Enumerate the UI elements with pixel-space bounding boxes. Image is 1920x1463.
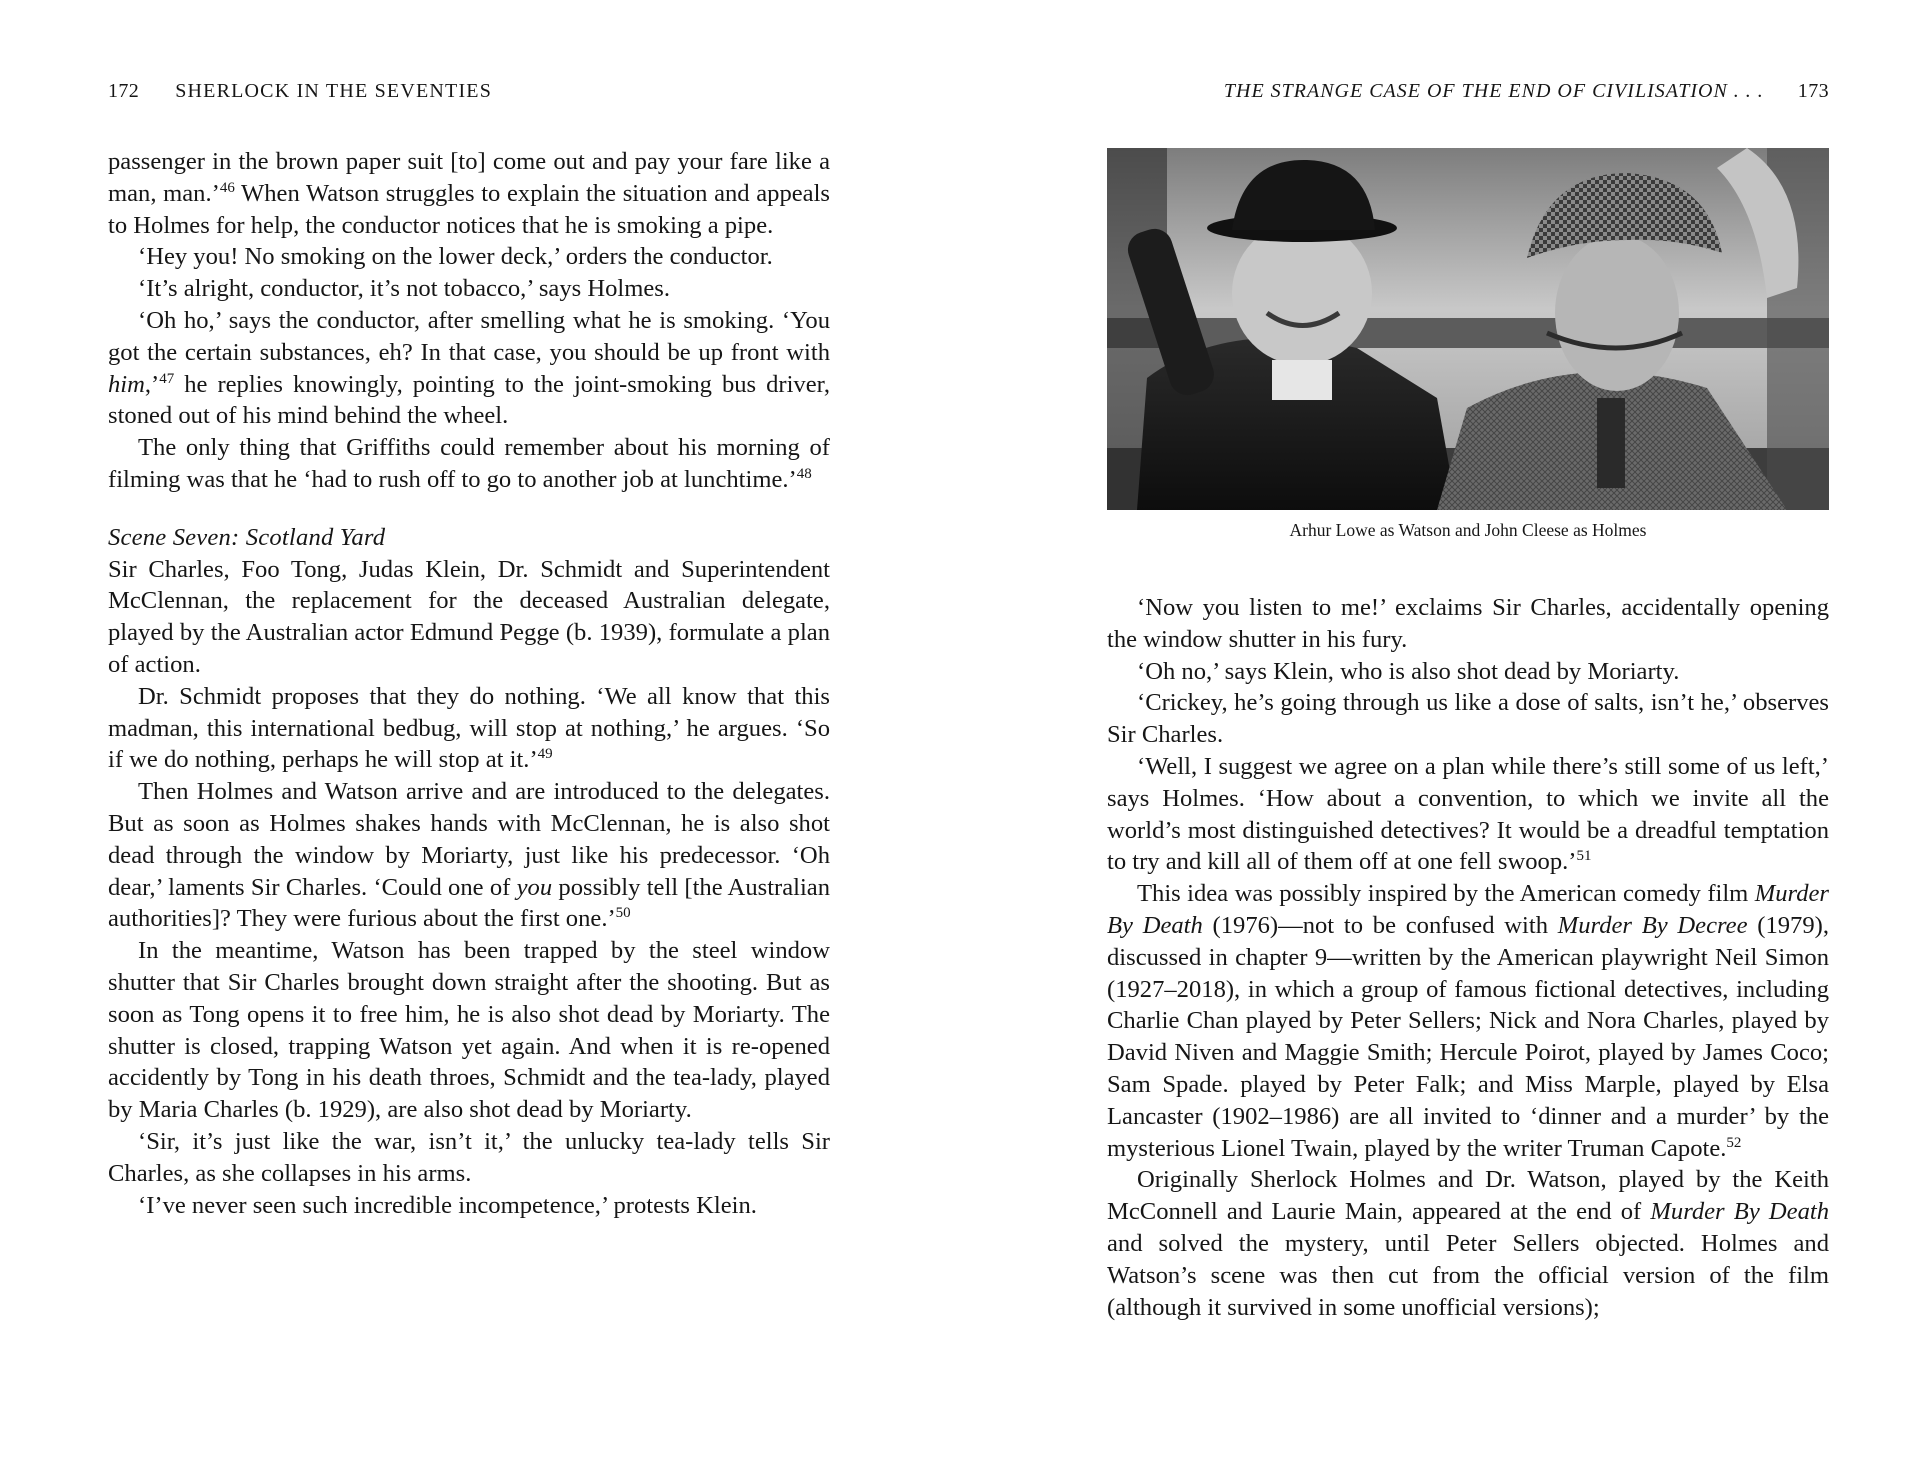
paragraph: ‘Oh ho,’ says the conductor, after smelling what he is smoking. ‘You got the certain substances, eh? In that case, you should be up front with him,’$^{47}$ he replies knowingly, pointing to the joint-smoking bus driver, stoned out of his mind behind the wheel. [108, 306, 830, 430]
footnote-ref: 48 [796, 465, 812, 482]
paragraph: This idea was possibly inspired by the American comedy film Murder By Death (1976)—not to be confused with Murder By Decree (1979), discussed in chapter 9—written by the American playwright Neil Simon (1927–2018), in which a group of famous fictional detectives, including Charlie Chan played by Peter Sellers; Nick and Nora Charles, played by David Niven and Maggie Smith; Hercule Poirot, played by James Coco; Sam Spade. played by Peter Falk; and Miss Marple, played by Elsa Lancaster (1902–1986) are all invited to ‘dinner and a murder’ by the mysterious Lionel Twain, played by the writer Truman Capote.$^{52}$ [1107, 880, 1829, 1162]
left-running-head [108, 76, 830, 106]
paragraph: passenger in the brown paper suit [to] come out and pay your fare like a man, man.’$^{46}$ When Watson struggles to explain the situation and appeals to Holmes for help, the conductor notices that he is smoking a pipe. [108, 148, 830, 239]
paragraph: ‘Now you listen to me!’ exclaims Sir Charles, accidentally opening the window shutter in his fury. [1107, 594, 1829, 653]
paragraph: ‘Crickey, he’s going through us like a dose of salts, isn’t he,’ observes Sir Charles. [1107, 689, 1829, 749]
right-body-text [1107, 592, 1829, 1323]
paragraph: Dr. Schmidt proposes that they do nothing. ‘We all know that this madman, this international bedbug, will stop at nothing,’ he argues. ‘So if we do nothing, perhaps he will stop at it.’$^{49}$ [108, 682, 830, 774]
footnote-ref: 47 [159, 370, 175, 387]
section-heading: Scene Seven: Scotland Yard [108, 523, 386, 551]
paragraph: Sir Charles, Foo Tong, Judas Klein, Dr. Schmidt and Superintendent McClennan, the replacement for the deceased Australian delegate, played by the Australian actor Edmund Pegge (b. 1939), formulate a plan of action. [108, 555, 830, 678]
paragraph: ‘Well, I suggest we agree on a plan while there’s still some of us left,’ says Holmes. ‘How about a convention, to which we invite all the world’s most distinguished detectives? It would be a dreadful temptation to try and kill all of them off at one fell swoop.’$^{51}$ [1107, 752, 1829, 876]
paragraph: Originally Sherlock Holmes and Dr. Watson, played by the Keith McConnell and Laurie Main, appeared at the end of Murder By Death and solved the mystery, until Peter Sellers objected. Holmes and Watson’s scene was then cut from the official version of the film (although it survived in some unofficial versions); [1107, 1166, 1829, 1321]
right-running-head [1107, 76, 1829, 106]
left-page-number: 172 [108, 80, 140, 102]
right-running-title: THE STRANGE CASE OF THE END OF CIVILISATION . . . [1223, 80, 1764, 102]
footnote-ref: 51 [1576, 848, 1592, 865]
figure-caption: Arhur Lowe as Watson and John Cleese as Holmes [1289, 520, 1647, 540]
paragraph: Then Holmes and Watson arrive and are introduced to the delegates. But as soon as Holmes shakes hands with McClennan, he is also shot dead through the window by Moriarty, just like his predecessor. ‘Oh dear,’ laments Sir Charles. ‘Could one of you possibly tell [the Australian authorities]? They were furious about the first one.’$^{50}$ [108, 778, 831, 933]
paragraph: ‘It’s alright, conductor, it’s not tobacco,’ says Holmes. [138, 275, 670, 303]
photo-illustration [1107, 148, 1829, 510]
paragraph: In the meantime, Watson has been trapped by the steel window shutter that Sir Charles brought down straight after the shooting. But as soon as Tong opens it to free him, he is also shot dead by Moriarty. The shutter is closed, trapping Watson yet again. And when it is re-opened accidently by Tong in his death throes, Schmidt and the tea-lady, played by Maria Charles (b. 1929), are also shot dead by Moriarty. [108, 937, 830, 1124]
paragraph: ‘Hey you! No smoking on the lower deck,’ orders the conductor. [138, 243, 773, 271]
footnote-ref: 50 [615, 905, 631, 922]
paragraph: The only thing that Griffiths could remember about his morning of filming was that he ‘had to rush off to go to another job at lunchtime.’$^{48}$ [108, 434, 830, 493]
footnote-ref: 52 [1726, 1134, 1742, 1151]
paragraph: ‘I’ve never seen such incredible incompetence,’ protests Klein. [138, 1191, 757, 1219]
right-page-number: 173 [1797, 80, 1829, 102]
paragraph: ‘Sir, it’s just like the war, isn’t it,’ the unlucky tea-lady tells Sir Charles, as she collapses in his arms. [108, 1127, 830, 1187]
left-running-title: SHERLOCK IN THE SEVENTIES [175, 80, 493, 102]
footnote-ref: 46 [219, 179, 235, 196]
left-body-text [108, 146, 830, 1221]
paragraph: ‘Oh no,’ says Klein, who is also shot dead by Moriarty. [1137, 657, 1680, 685]
footnote-ref: 49 [537, 746, 553, 763]
film-still-photo [1107, 148, 1829, 510]
